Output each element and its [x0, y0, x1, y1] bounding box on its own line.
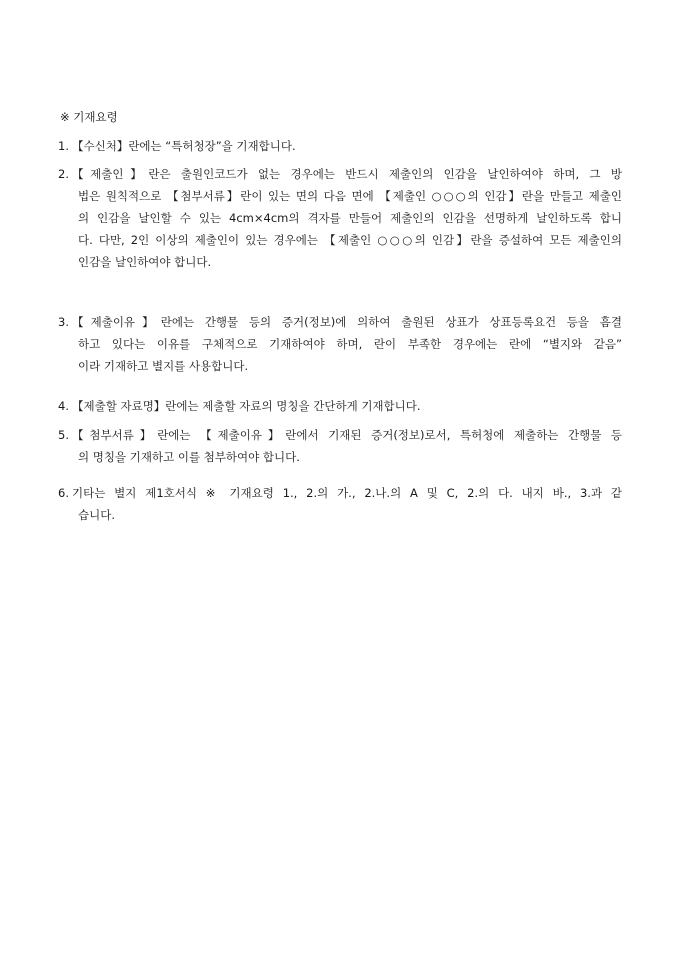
section-heading: ※ 기재요령 — [60, 110, 118, 124]
item-line: 인감을 날인하여야 합니다. — [78, 255, 212, 269]
item-line: 하고 있다는 이유를 구체적으로 기재하여야 하며, 란이 부족한 경우에는 란에 “별지와 같음” — [78, 337, 622, 351]
item-line: 【제출할 자료명】란에는 제출할 자료의 명칭을 간단하게 기재합니다. — [72, 399, 421, 413]
item-line: 습니다. — [78, 508, 115, 522]
item-line: 이라 기재하고 별지를 사용합니다. — [78, 359, 249, 373]
list-item — [58, 395, 622, 417]
list-item — [58, 311, 622, 377]
item-body — [72, 311, 622, 377]
item-number: 4. — [58, 399, 69, 413]
list-item — [58, 163, 622, 273]
item-body — [72, 395, 622, 417]
item-line: 【첨부서류】란에는 【제출이유】란에서 기재된 증거(정보)로서, 특허청에 제출하는 간행물 등 — [72, 428, 622, 442]
item-line: 【제출이유】란에는 간행물 등의 증거(정보)에 의하여 출원된 상표가 상표등록요건 등을 흠결 — [72, 315, 622, 329]
item-body — [72, 424, 622, 468]
list-item — [58, 482, 622, 526]
item-body — [72, 482, 622, 526]
item-body — [72, 163, 622, 273]
item-line: 의 명칭을 기재하고 이를 첨부하여야 합니다. — [78, 450, 300, 464]
item-line: 【수신처】란에는 “특허청장”을 기재합니다. — [72, 139, 296, 153]
item-number: 2. — [58, 167, 69, 181]
item-line: 기타는 별지 제1호서식 ※ 기재요령 1., 2.의 가., 2.나.의 A 및 C, 2.의 다. 내지 바., 3.과 같 — [72, 486, 622, 500]
item-number: 1. — [58, 139, 69, 153]
item-line: 다. 다만, 2인 이상의 제출인이 있는 경우에는 【제출인 ○○○의 인감】란을 증설하여 모든 제출인의 — [78, 233, 622, 247]
item-body — [72, 135, 622, 157]
item-number: 5. — [58, 428, 69, 442]
item-line: 의 인감을 날인할 수 있는 4cm×4cm의 격자를 만들어 제출인의 인감을 선명하게 날인하도록 합니 — [78, 211, 622, 225]
item-number: 6. — [58, 486, 69, 500]
list-item — [58, 135, 622, 157]
list-item — [58, 424, 622, 468]
item-line: 법은 원칙적으로 【첨부서류】란이 있는 면의 다음 면에 【제출인 ○○○의 인감】란을 만들고 제출인 — [78, 189, 622, 203]
item-number: 3. — [58, 315, 69, 329]
item-line: 【제출인】란은 출원인코드가 없는 경우에는 반드시 제출인의 인감을 날인하여야 하며, 그 방 — [72, 167, 622, 181]
